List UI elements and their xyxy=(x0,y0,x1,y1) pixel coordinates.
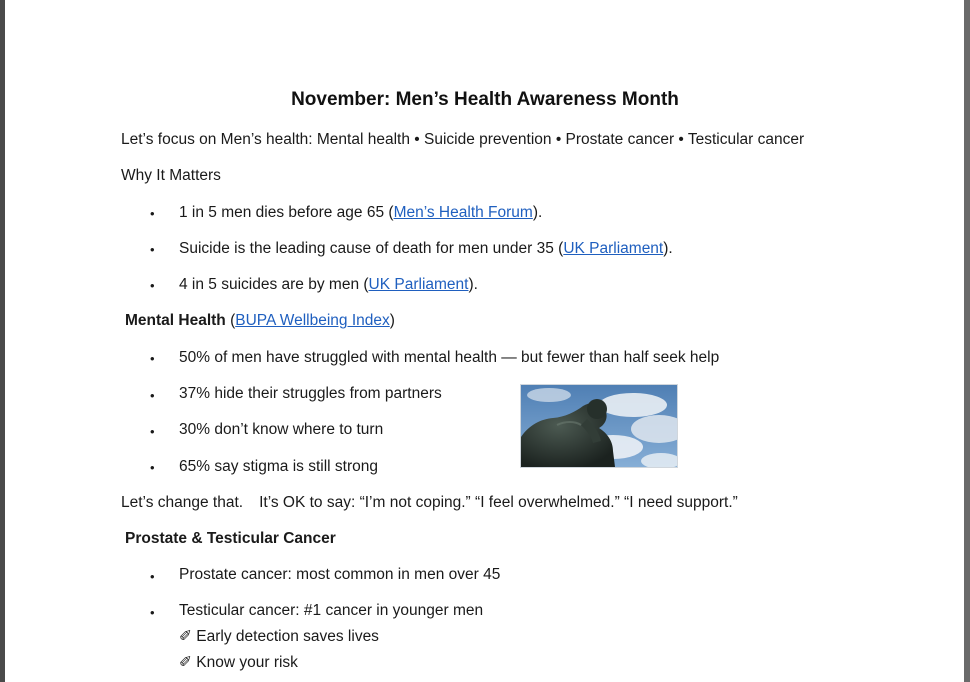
bullet-icon: • xyxy=(150,569,155,584)
bullet-icon: • xyxy=(150,388,155,403)
cancer-heading: Prostate & Testicular Cancer xyxy=(125,530,336,547)
change-line xyxy=(121,493,738,513)
uk-parliament-link[interactable]: UK Parliament xyxy=(368,276,469,293)
bullet-icon: • xyxy=(150,605,155,620)
list-item xyxy=(179,275,478,295)
heading-text: Mental Health xyxy=(125,312,226,329)
list-item: Testicular cancer: #1 cancer in younger men xyxy=(179,602,484,619)
check-item: ✐ Early detection saves lives xyxy=(179,628,379,645)
bullet-icon: • xyxy=(150,351,155,366)
item-text: ). xyxy=(468,276,478,293)
list-item: 30% don’t know where to turn xyxy=(179,421,384,438)
item-text: 1 in 5 men dies before age 65 ( xyxy=(179,204,394,221)
item-text: ). xyxy=(532,204,543,221)
list-item xyxy=(179,239,673,259)
bullet-icon: • xyxy=(150,424,155,439)
item-text: Suicide is the leading cause of death for men under 35 ( xyxy=(179,240,564,257)
thinker-statue-icon xyxy=(521,385,677,467)
list-item xyxy=(179,203,542,223)
paren-open: ( xyxy=(225,312,236,329)
list-item: 50% of men have struggled with mental health — but fewer than half seek help xyxy=(179,349,720,366)
change-text: Let’s change that. xyxy=(121,494,244,511)
bullet-icon: • xyxy=(150,242,155,257)
page-title: November: Men’s Health Awareness Month xyxy=(291,89,679,110)
bullet-icon: • xyxy=(150,278,155,293)
item-text: ). xyxy=(663,240,673,257)
ok-to-say-text: It’s OK to say: “I’m not coping.” “I feel overwhelmed.” “I need support.” xyxy=(259,494,738,511)
check-item: ✐ Know your risk xyxy=(179,654,298,671)
thinker-statue-image xyxy=(520,384,678,468)
mens-health-forum-link[interactable]: Men’s Health Forum xyxy=(393,204,533,221)
list-item: Prostate cancer: most common in men over 45 xyxy=(179,566,501,583)
paren-close: ) xyxy=(389,312,395,329)
list-item: 65% say stigma is still strong xyxy=(179,458,378,475)
intro-text: Let’s focus on Men’s health: Mental health • Suicide prevention • Prostate cancer • Testicular cancer xyxy=(121,131,805,148)
item-text: 4 in 5 suicides are by men ( xyxy=(179,276,369,293)
uk-parliament-link[interactable]: UK Parliament xyxy=(563,240,664,257)
list-item: 37% hide their struggles from partners xyxy=(179,385,442,402)
bullet-icon: • xyxy=(150,460,155,475)
why-heading: Why It Matters xyxy=(121,167,221,184)
bullet-icon: • xyxy=(150,206,155,221)
mental-health-heading xyxy=(125,311,395,331)
bupa-wellbeing-index-link[interactable]: BUPA Wellbeing Index xyxy=(235,312,390,329)
